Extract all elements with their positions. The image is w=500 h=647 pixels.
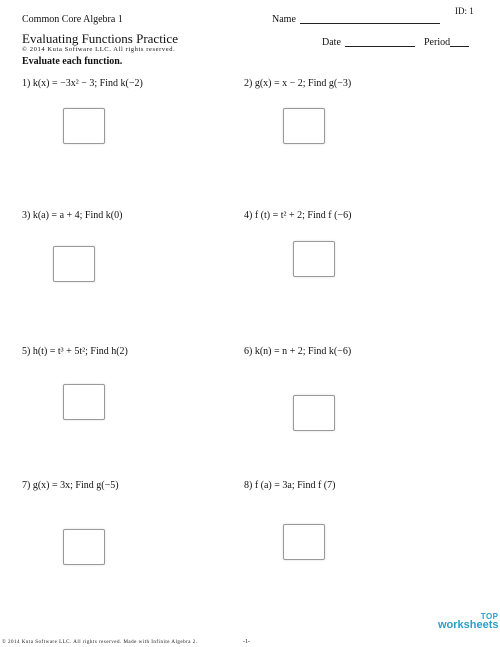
instructions: Evaluate each function. xyxy=(22,56,123,67)
worksheet-title: Evaluating Functions Practice xyxy=(22,31,178,46)
footer-copyright: © 2014 Kuta Software LLC. All rights reserved. Made with Infinite Algebra 2. xyxy=(2,640,198,645)
course-name: Common Core Algebra 1 xyxy=(22,14,123,25)
answer-box-1[interactable] xyxy=(63,108,105,144)
topworksheets-logo[interactable] xyxy=(438,612,499,631)
problem-4: 4) f (t) = t² + 2; Find f (−6) xyxy=(244,210,352,221)
worksheet-id: ID: 1 xyxy=(455,6,474,16)
answer-box-7[interactable] xyxy=(63,529,105,565)
problem-2: 2) g(x) = x − 2; Find g(−3) xyxy=(244,78,352,89)
answer-box-4[interactable] xyxy=(293,241,335,277)
header-copyright: © 2014 Kuta Software LLC. All rights reserved. xyxy=(22,46,176,53)
name-field-line[interactable] xyxy=(300,23,440,24)
name-label: Name xyxy=(272,14,296,25)
answer-box-3[interactable] xyxy=(53,246,95,282)
answer-box-2[interactable] xyxy=(283,108,325,144)
period-field-line[interactable] xyxy=(450,46,469,47)
problem-1: 1) k(x) = −3x² − 3; Find k(−2) xyxy=(22,78,143,89)
answer-box-5[interactable] xyxy=(63,384,105,420)
period-label: Period xyxy=(424,37,451,48)
page-number: -1- xyxy=(243,639,250,645)
date-label: Date xyxy=(322,37,341,48)
date-field-line[interactable] xyxy=(345,46,415,47)
problem-6: 6) k(n) = n + 2; Find k(−6) xyxy=(244,346,352,357)
problem-7: 7) g(x) = 3x; Find g(−5) xyxy=(22,480,119,491)
answer-box-8[interactable] xyxy=(283,524,325,560)
problem-3: 3) k(a) = a + 4; Find k(0) xyxy=(22,210,123,221)
problem-5: 5) h(t) = t³ + 5t²; Find h(2) xyxy=(22,346,128,357)
answer-box-6[interactable] xyxy=(293,395,335,431)
problem-8: 8) f (a) = 3a; Find f (7) xyxy=(244,480,336,491)
logo-top-text: TOP xyxy=(480,612,499,621)
logo-bottom-text: worksheets xyxy=(438,619,499,631)
